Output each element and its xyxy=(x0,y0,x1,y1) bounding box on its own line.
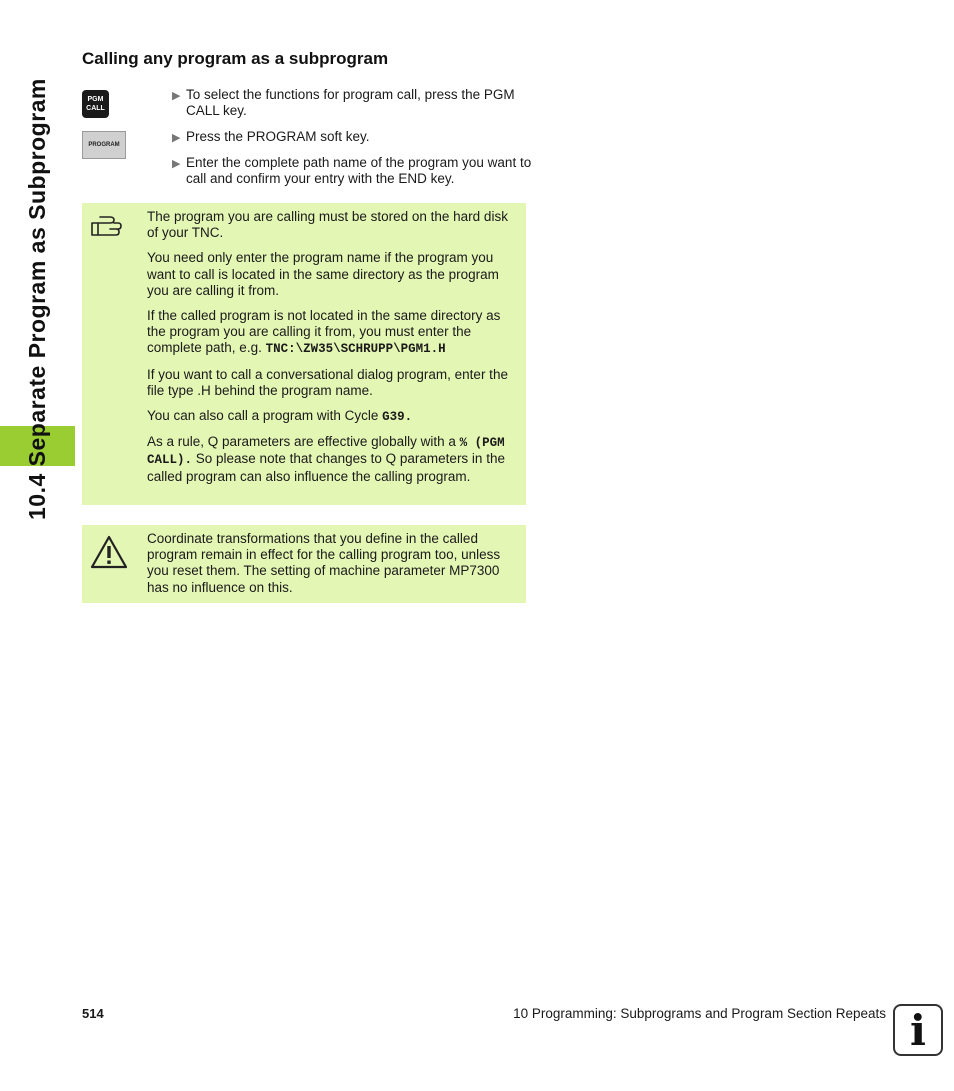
step-text: Press the PROGRAM soft key. xyxy=(186,129,370,144)
note-text-span: So please note that changes to Q parameters in the called program can also influence the calling program. xyxy=(147,451,505,484)
note-paragraph: The program you are calling must be stored on the hard disk of your TNC. xyxy=(147,209,508,241)
warning-note-text xyxy=(147,531,519,605)
note-text-span: If the called program is not located in the same directory as the program you are calling it from, you must enter the complete path, e.g. xyxy=(147,308,501,356)
section-heading: Calling any program as a subprogram xyxy=(82,49,389,68)
warning-paragraph: Coordinate transformations that you define in the called program remain in effect for the calling program too, unless you reset them. The setting of machine parameter MP7300 has no influence on this. xyxy=(147,531,501,595)
program-softkey-icon: PROGRAM xyxy=(82,131,126,159)
note-paragraph xyxy=(147,308,519,358)
warning-note-box xyxy=(82,525,526,603)
pgm-call-key-line2: CALL xyxy=(86,105,105,112)
path-code: TNC:\ZW35\SCHRUPP\PGM1.H xyxy=(265,342,446,357)
note-text-span: As a rule, Q parameters are effective globally with a xyxy=(147,434,460,450)
step-text: Enter the complete path name of the program you want to call and confirm your entry with the END key. xyxy=(186,155,532,186)
info-icon: i xyxy=(893,1004,943,1056)
pointing-hand-icon xyxy=(90,215,126,237)
arrow-right-icon: ▶ xyxy=(172,90,181,102)
pgm-call-key-icon xyxy=(82,90,109,118)
arrow-right-icon: ▶ xyxy=(172,158,181,170)
step-item xyxy=(172,87,532,119)
note-paragraph xyxy=(147,408,519,425)
note-paragraph: If you want to call a conversational dialog program, enter the file type .H behind the program name. xyxy=(147,366,508,398)
info-note-box xyxy=(82,203,526,505)
note-paragraph: You need only enter the program name if the program you want to call is located in the same directory as the program you are calling it from. xyxy=(147,250,499,298)
chapter-side-title: 10.4 Separate Program as Subprogram xyxy=(24,78,50,520)
step-list xyxy=(172,87,532,197)
step-item xyxy=(172,155,532,187)
step-item xyxy=(172,129,532,145)
cycle-code: G39. xyxy=(382,410,413,425)
page-number: 514 xyxy=(82,1006,104,1021)
warning-triangle-icon xyxy=(90,535,128,569)
note-paragraph xyxy=(147,434,519,485)
pgm-call-code: % (PGM CALL). xyxy=(147,436,505,468)
note-text-span: You can also call a program with Cycle xyxy=(147,408,383,424)
footer-chapter-title: 10 Programming: Subprograms and Program Section Repeats xyxy=(513,1006,886,1021)
step-text: To select the functions for program call, press the PGM CALL key. xyxy=(186,87,515,118)
arrow-right-icon: ▶ xyxy=(172,132,181,144)
pgm-call-key-line1: PGM xyxy=(87,96,104,103)
info-note-text xyxy=(147,209,519,494)
